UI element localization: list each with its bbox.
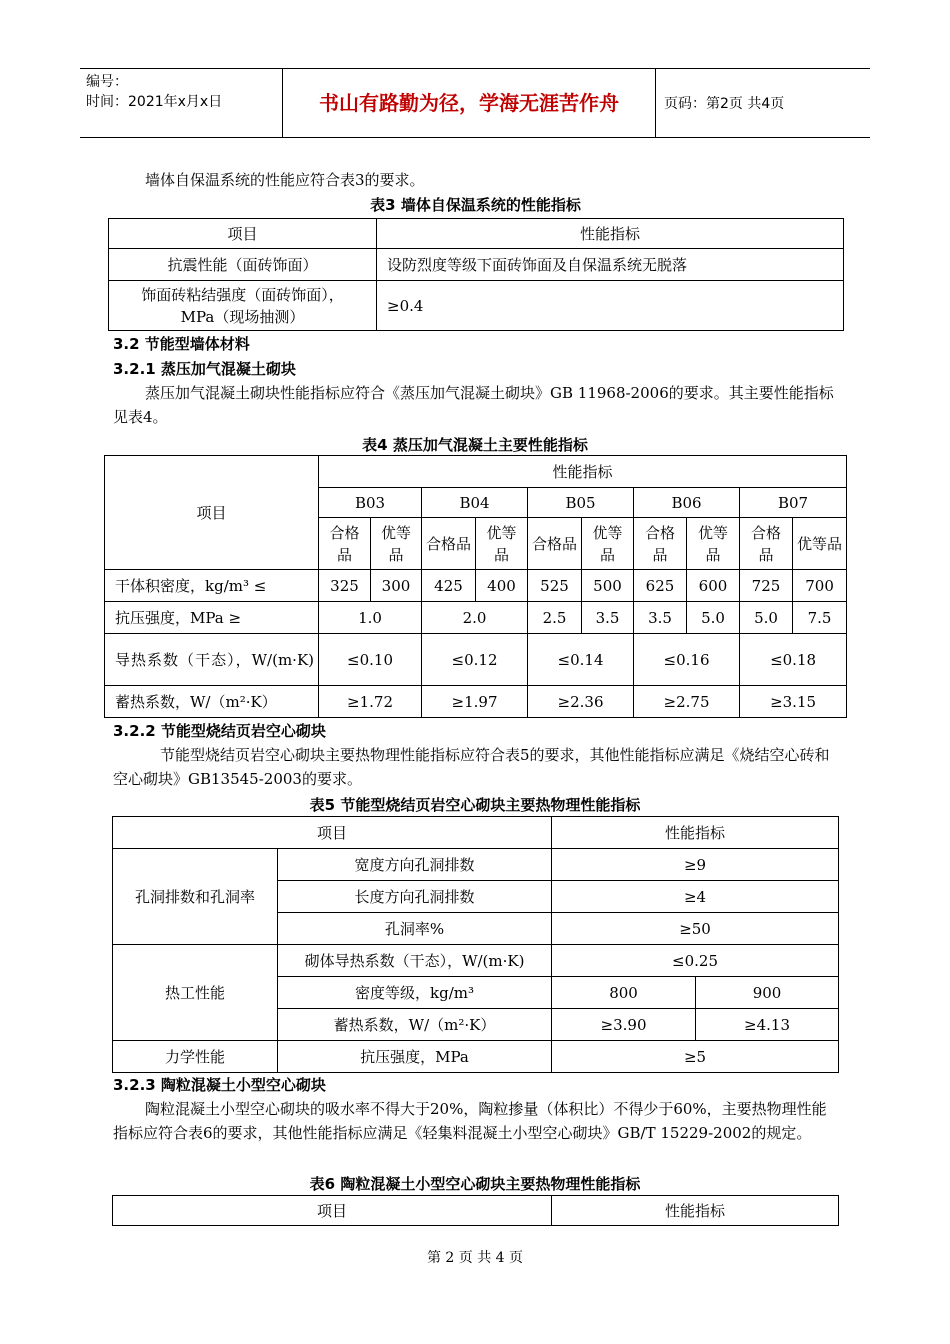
table3-header-perf: 性能指标 (377, 219, 844, 249)
table5-caption: 表5 节能型烧结页岩空心砌块主要热物理性能指标 (309, 796, 641, 814)
table4-cell: 3.5 (582, 602, 634, 634)
table4-cell: 5.0 (687, 602, 740, 634)
table4-cell: ≤0.16 (634, 634, 740, 686)
table6-caption: 表6 陶粒混凝土小型空心砌块主要热物理性能指标 (309, 1175, 641, 1193)
header-motto: 书山有路勤为径，学海无涯苦作舟 (282, 69, 656, 137)
table4-cell: ≥1.97 (422, 686, 528, 718)
table4-cell: 625 (634, 570, 687, 602)
doc-date: 时间：2021年x月x日 (86, 94, 223, 110)
table4-cell: 400 (476, 570, 528, 602)
table4-cell: 1.0 (319, 602, 422, 634)
table4-cell: ≤0.10 (319, 634, 422, 686)
table4-quality: 优等品 (582, 518, 634, 570)
table5-cell: ≤0.25 (552, 945, 839, 977)
table4-cell: 700 (793, 570, 847, 602)
table4-quality: 优等品 (793, 518, 847, 570)
table4-cell: 2.5 (528, 602, 582, 634)
table6-header-perf: 性能指标 (552, 1196, 839, 1226)
table5-cell: ≥5 (552, 1041, 839, 1073)
page-info: 页码：第2页 共4页 (664, 96, 785, 112)
section-3-2-3: 3.2.3 陶粒混凝土小型空心砌块 (113, 1076, 326, 1094)
table4-grade: B06 (634, 488, 740, 518)
table4-cell: ≥1.72 (319, 686, 422, 718)
table4-grade: B03 (319, 488, 422, 518)
doc-number: 编号： (86, 74, 128, 90)
table4-cell: 425 (422, 570, 476, 602)
table5-header-perf: 性能指标 (552, 817, 839, 849)
table5-group: 孔洞排数和孔洞率 (113, 849, 278, 945)
table4-cell: 525 (528, 570, 582, 602)
table4 (104, 455, 847, 718)
table4-grade: B07 (740, 488, 847, 518)
table4-cell: 500 (582, 570, 634, 602)
section-3-2-2: 3.2.2 节能型烧结页岩空心砌块 (113, 722, 326, 740)
table5-cell: ≥50 (552, 913, 839, 945)
table5-cell: ≥4.13 (696, 1009, 839, 1041)
table4-cell: ≤0.14 (528, 634, 634, 686)
table5-cell: 800 (552, 977, 696, 1009)
table4-quality: 优等品 (476, 518, 528, 570)
table3-cell: 设防烈度等级下面砖饰面及自保温系统无脱落 (377, 249, 844, 281)
table4-quality: 合格品 (740, 518, 793, 570)
table4-cell: 325 (319, 570, 371, 602)
section-3-2-1: 3.2.1 蒸压加气混凝土砌块 (113, 360, 296, 378)
table3-cell: 饰面砖粘结强度（面砖饰面），MPa（现场抽测） (109, 281, 377, 331)
table4-header-perf: 性能指标 (319, 456, 847, 488)
header-meta (80, 69, 282, 137)
table5-cell: 蓄热系数，W/（m²·K） (278, 1009, 552, 1041)
table4-row-label: 蓄热系数，W/（m²·K） (105, 686, 319, 718)
table4-caption: 表4 蒸压加气混凝土主要性能指标 (362, 436, 588, 454)
table5-cell: ≥3.90 (552, 1009, 696, 1041)
table3-caption: 表3 墙体自保温系统的性能指标 (370, 196, 581, 214)
para-3-2-1: 蒸压加气混凝土砌块性能指标应符合《蒸压加气混凝土砌块》GB 11968-2006的要求。其主要性能指标见表4。 (113, 384, 834, 426)
table4-quality: 合格品 (319, 518, 371, 570)
table5-cell: 900 (696, 977, 839, 1009)
table5-cell: 孔洞率% (278, 913, 552, 945)
table5-cell: ≥9 (552, 849, 839, 881)
table4-cell: 600 (687, 570, 740, 602)
table5 (112, 816, 839, 1073)
table4-cell: 5.0 (740, 602, 793, 634)
table4-row-label: 导热系数（干态），W/(m·K) (105, 634, 319, 686)
table5-group: 热工性能 (113, 945, 278, 1041)
para-3-2-3: 陶粒混凝土小型空心砌块的吸水率不得大于20%，陶粒掺量（体积比）不得少于60%，主要热物理性能指标应符合表6的要求，其他性能指标应满足《轻集料混凝土小型空心砌块》GB/T 15229-2002的规定。 (113, 1100, 827, 1142)
table5-cell: ≥4 (552, 881, 839, 913)
table4-grade: B05 (528, 488, 634, 518)
table4-quality: 合格品 (634, 518, 687, 570)
table5-group: 力学性能 (113, 1041, 278, 1073)
table4-cell: 2.0 (422, 602, 528, 634)
section-3-2: 3.2 节能型墙体材料 (113, 335, 250, 353)
table4-row-label: 干体积密度，kg/m³ ≤ (105, 570, 319, 602)
table4-cell: ≤0.18 (740, 634, 847, 686)
header-page-info (656, 69, 870, 137)
table4-grade: B04 (422, 488, 528, 518)
table4-cell: ≤0.12 (422, 634, 528, 686)
table5-cell: 抗压强度，MPa (278, 1041, 552, 1073)
table3-cell: 抗震性能（面砖饰面） (109, 249, 377, 281)
table4-quality: 合格品 (528, 518, 582, 570)
table4-cell: 300 (371, 570, 422, 602)
table4-quality: 优等品 (687, 518, 740, 570)
table5-cell: 砌体导热系数（干态），W/(m·K) (278, 945, 552, 977)
table4-cell: 7.5 (793, 602, 847, 634)
table4-cell: ≥2.75 (634, 686, 740, 718)
table5-cell: 宽度方向孔洞排数 (278, 849, 552, 881)
table4-quality: 优等品 (371, 518, 422, 570)
page-footer: 第 2 页 共 4 页 (426, 1250, 524, 1266)
table3-cell: ≥0.4 (377, 281, 844, 331)
table4-quality: 合格品 (422, 518, 476, 570)
table4-cell: 3.5 (634, 602, 687, 634)
table3 (108, 218, 844, 331)
table4-cell: ≥2.36 (528, 686, 634, 718)
table5-cell: 长度方向孔洞排数 (278, 881, 552, 913)
table5-cell: 密度等级，kg/m³ (278, 977, 552, 1009)
table4-cell: ≥3.15 (740, 686, 847, 718)
table6-header-item: 项目 (113, 1196, 552, 1226)
table6 (112, 1195, 839, 1226)
table3-header-item: 项目 (109, 219, 377, 249)
table4-row-label: 抗压强度，MPa ≥ (105, 602, 319, 634)
table5-header-item: 项目 (113, 817, 552, 849)
intro-text: 墙体自保温系统的性能应符合表3的要求。 (145, 171, 425, 189)
page-header (80, 68, 870, 138)
para-3-2-2: 节能型烧结页岩空心砌块主要热物理性能指标应符合表5的要求，其他性能指标应满足《烧结空心砖和空心砌块》GB13545-2003的要求。 (113, 746, 830, 788)
table4-cell: 725 (740, 570, 793, 602)
table4-header-item: 项目 (105, 456, 319, 570)
